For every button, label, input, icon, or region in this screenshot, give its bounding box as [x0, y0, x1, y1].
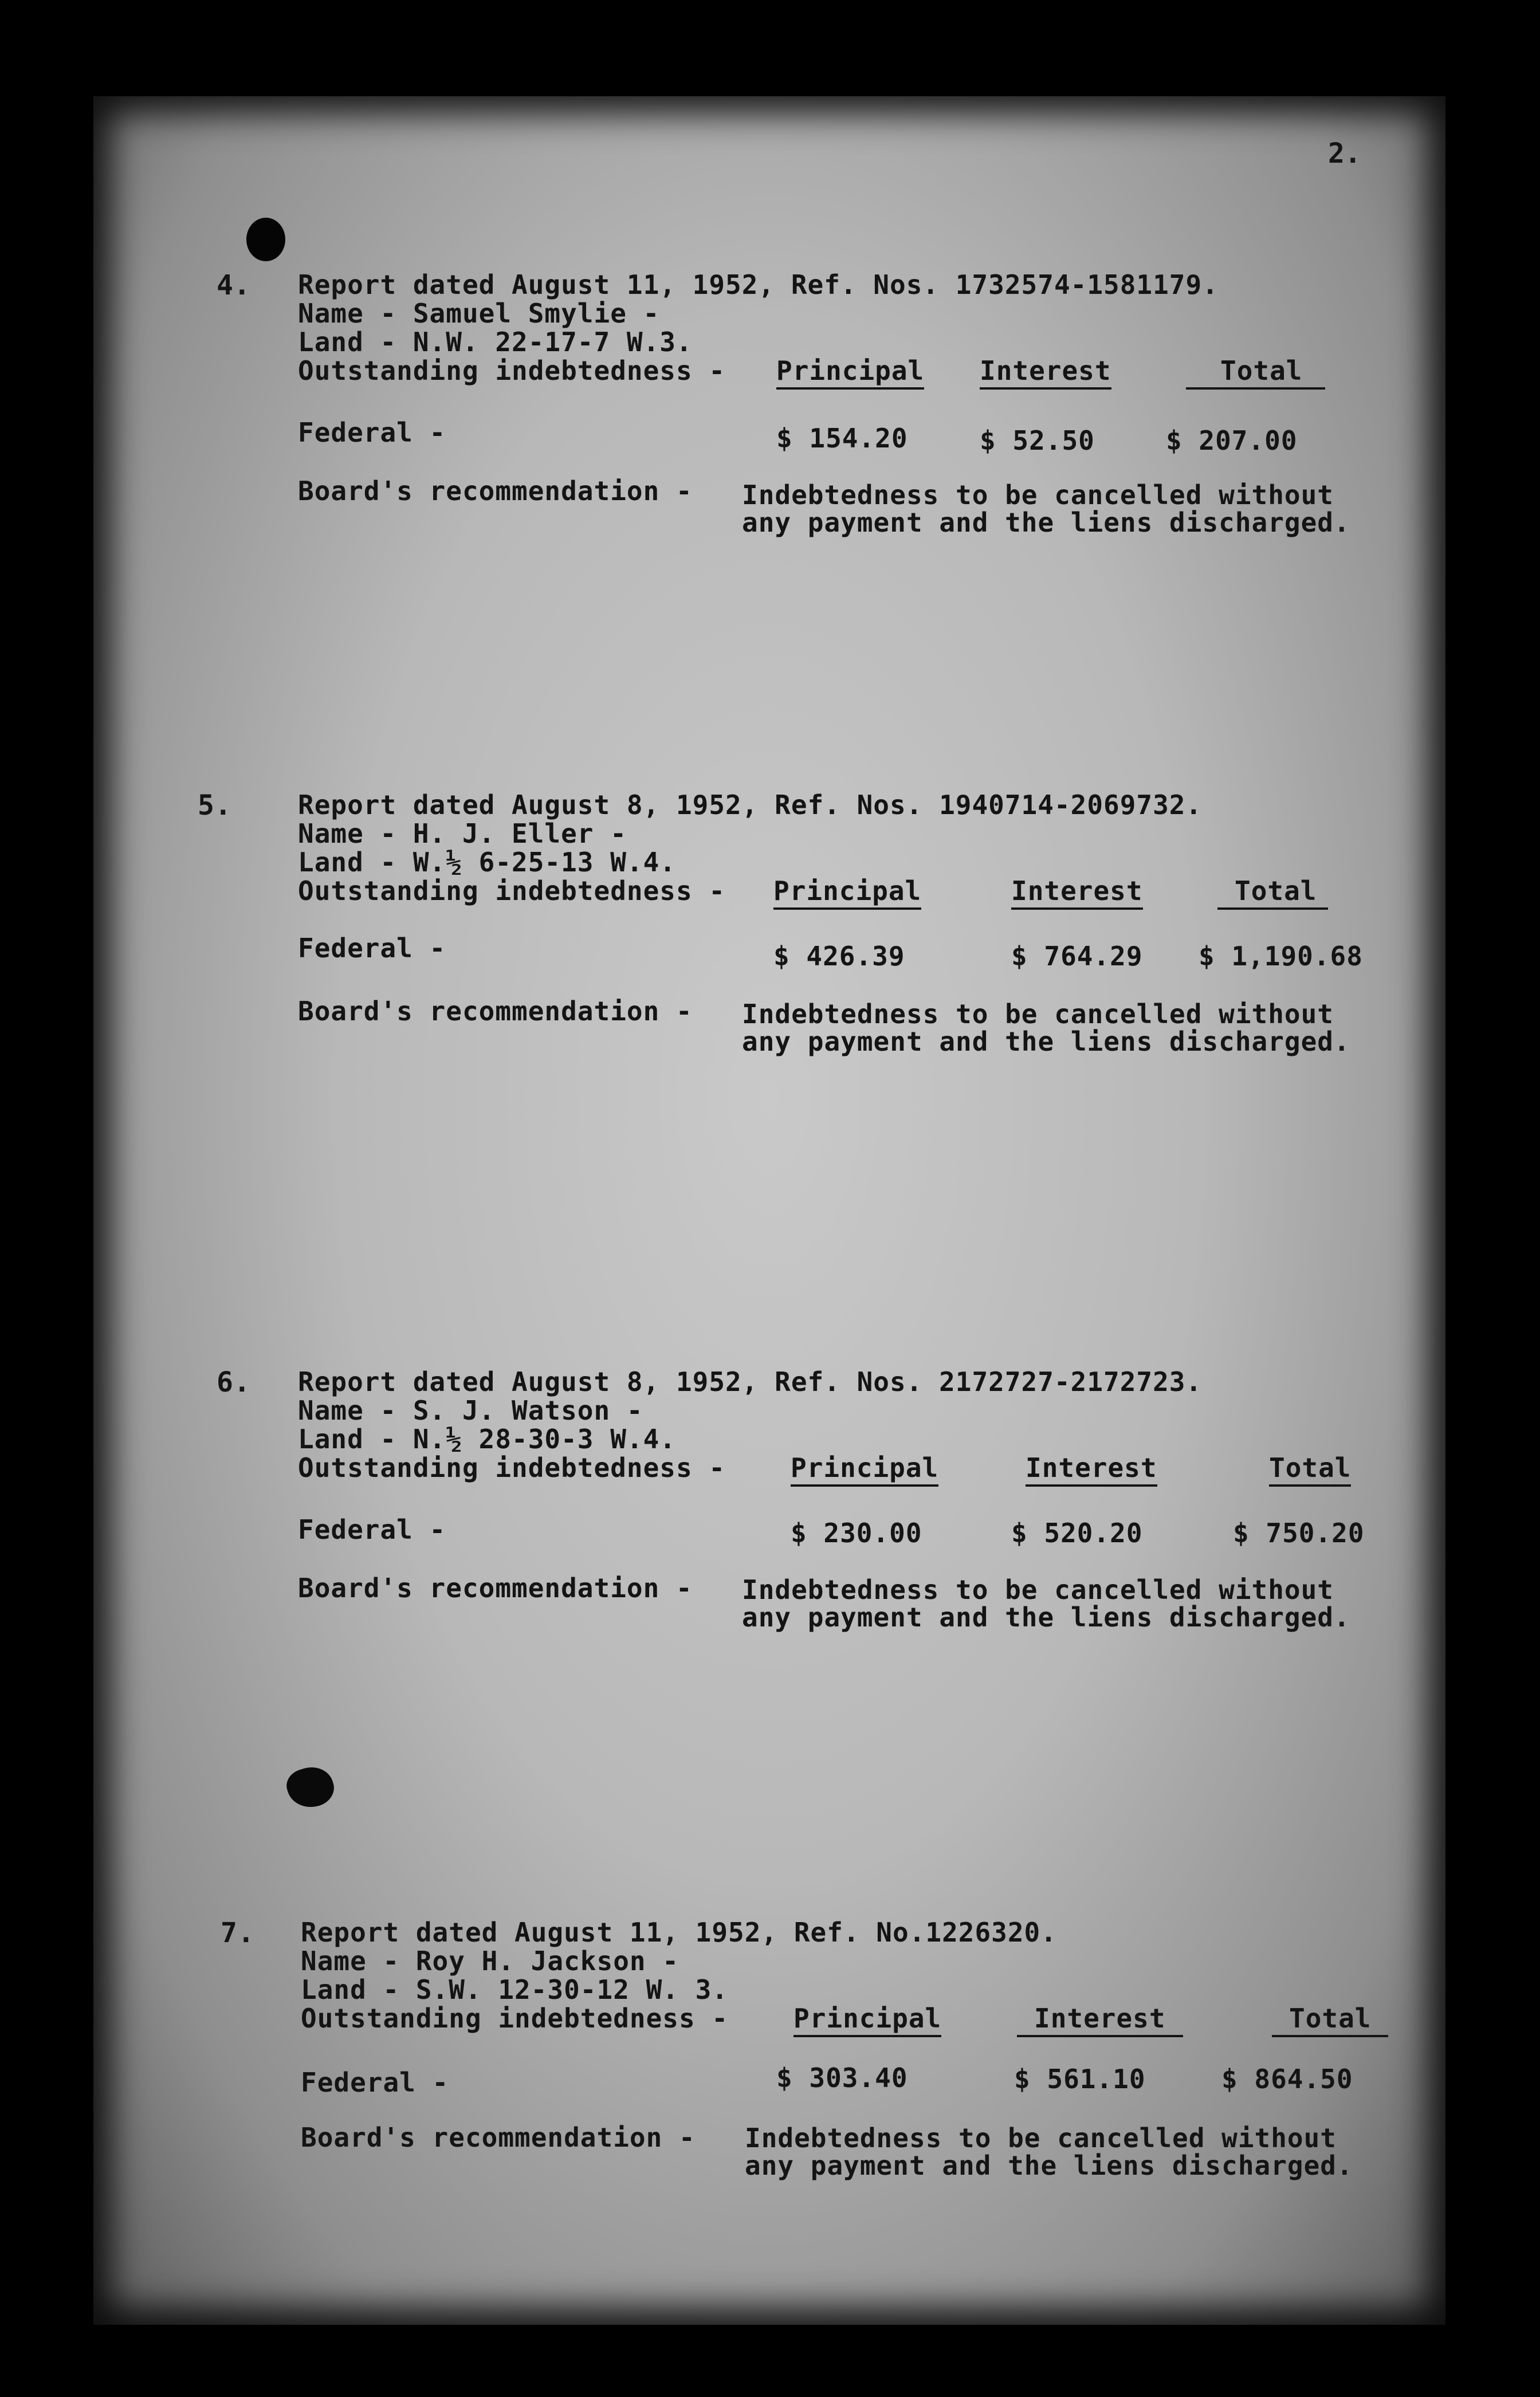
punch-hole: [246, 218, 285, 261]
name-line: Name - S. J. Watson -: [298, 1395, 643, 1426]
outstanding-label: Outstanding indebtedness -: [298, 875, 726, 906]
land-line: Land - S.W. 12-30-12 W. 3.: [301, 1974, 729, 2005]
entry-6: [0, 1366, 1540, 1641]
recommendation-label: Board's recommendation -: [298, 996, 693, 1027]
entry-number: 5.: [198, 789, 232, 822]
principal-value: $ 303.40: [776, 2062, 908, 2093]
land-line: Land - N.½ 28-30-3 W.4.: [298, 1424, 676, 1455]
principal-header: Principal: [773, 875, 921, 910]
recommendation-label: Board's recommendation -: [298, 476, 693, 506]
total-header: Total: [1272, 2003, 1388, 2037]
principal-value: $ 154.20: [776, 423, 908, 454]
recommendation-line-1: Indebtedness to be cancelled without: [745, 2123, 1337, 2154]
interest-value: $ 52.50: [980, 425, 1095, 456]
total-header: Total: [1186, 355, 1325, 390]
recommendation-line-1: Indebtedness to be cancelled without: [742, 999, 1334, 1029]
page-number: 2.: [1328, 137, 1361, 170]
name-line: Name - Samuel Smylie -: [298, 298, 660, 329]
interest-header: Interest: [1011, 875, 1143, 910]
principal-header: Principal: [793, 2003, 941, 2037]
federal-label: Federal -: [298, 417, 446, 448]
interest-header: Interest: [1017, 2003, 1183, 2037]
entry-number: 4.: [217, 269, 251, 301]
report-line: Report dated August 11, 1952, Ref. Nos. 1732574-1581179.: [298, 269, 1219, 300]
recommendation-line-2: any payment and the liens discharged.: [742, 1602, 1350, 1633]
total-value: $ 207.00: [1166, 425, 1298, 456]
outstanding-label: Outstanding indebtedness -: [301, 2003, 729, 2034]
entry-number: 6.: [217, 1366, 251, 1398]
recommendation-line-1: Indebtedness to be cancelled without: [742, 1574, 1334, 1605]
outstanding-label: Outstanding indebtedness -: [298, 355, 726, 386]
total-header: Total: [1269, 1452, 1351, 1487]
recommendation-line-1: Indebtedness to be cancelled without: [742, 480, 1334, 510]
name-line: Name - Roy H. Jackson -: [301, 1946, 679, 1976]
entry-number: 7.: [221, 1917, 255, 1949]
principal-header: Principal: [791, 1452, 938, 1487]
interest-value: $ 764.29: [1011, 941, 1143, 972]
principal-value: $ 426.39: [773, 941, 905, 972]
land-line: Land - W.½ 6-25-13 W.4.: [298, 847, 676, 878]
recommendation-label: Board's recommendation -: [301, 2122, 696, 2153]
report-line: Report dated August 8, 1952, Ref. Nos. 2172727-2172723.: [298, 1366, 1203, 1397]
total-value: $ 750.20: [1233, 1518, 1365, 1549]
total-value: $ 1,190.68: [1199, 941, 1363, 972]
interest-header: Interest: [980, 355, 1111, 390]
entry-7: [0, 1917, 1540, 2192]
interest-value: $ 561.10: [1014, 2064, 1146, 2095]
report-line: Report dated August 11, 1952, Ref. No.1226320.: [301, 1917, 1057, 1948]
interest-value: $ 520.20: [1011, 1518, 1143, 1549]
total-value: $ 864.50: [1221, 2064, 1353, 2095]
recommendation-line-2: any payment and the liens discharged.: [745, 2150, 1353, 2181]
recommendation-line-2: any payment and the liens discharged.: [742, 507, 1350, 538]
principal-header: Principal: [776, 355, 924, 390]
report-line: Report dated August 8, 1952, Ref. Nos. 1940714-2069732.: [298, 789, 1203, 820]
recommendation-label: Board's recommendation -: [298, 1573, 693, 1604]
land-line: Land - N.W. 22-17-7 W.3.: [298, 327, 693, 357]
entry-5: [0, 789, 1540, 1064]
federal-label: Federal -: [301, 2067, 449, 2098]
interest-header: Interest: [1026, 1452, 1157, 1487]
outstanding-label: Outstanding indebtedness -: [298, 1452, 726, 1483]
federal-label: Federal -: [298, 1514, 446, 1545]
recommendation-line-2: any payment and the liens discharged.: [742, 1026, 1350, 1057]
principal-value: $ 230.00: [791, 1518, 922, 1549]
federal-label: Federal -: [298, 933, 446, 964]
name-line: Name - H. J. Eller -: [298, 818, 627, 849]
entry-4: [0, 269, 1540, 544]
total-header: Total: [1217, 875, 1328, 910]
